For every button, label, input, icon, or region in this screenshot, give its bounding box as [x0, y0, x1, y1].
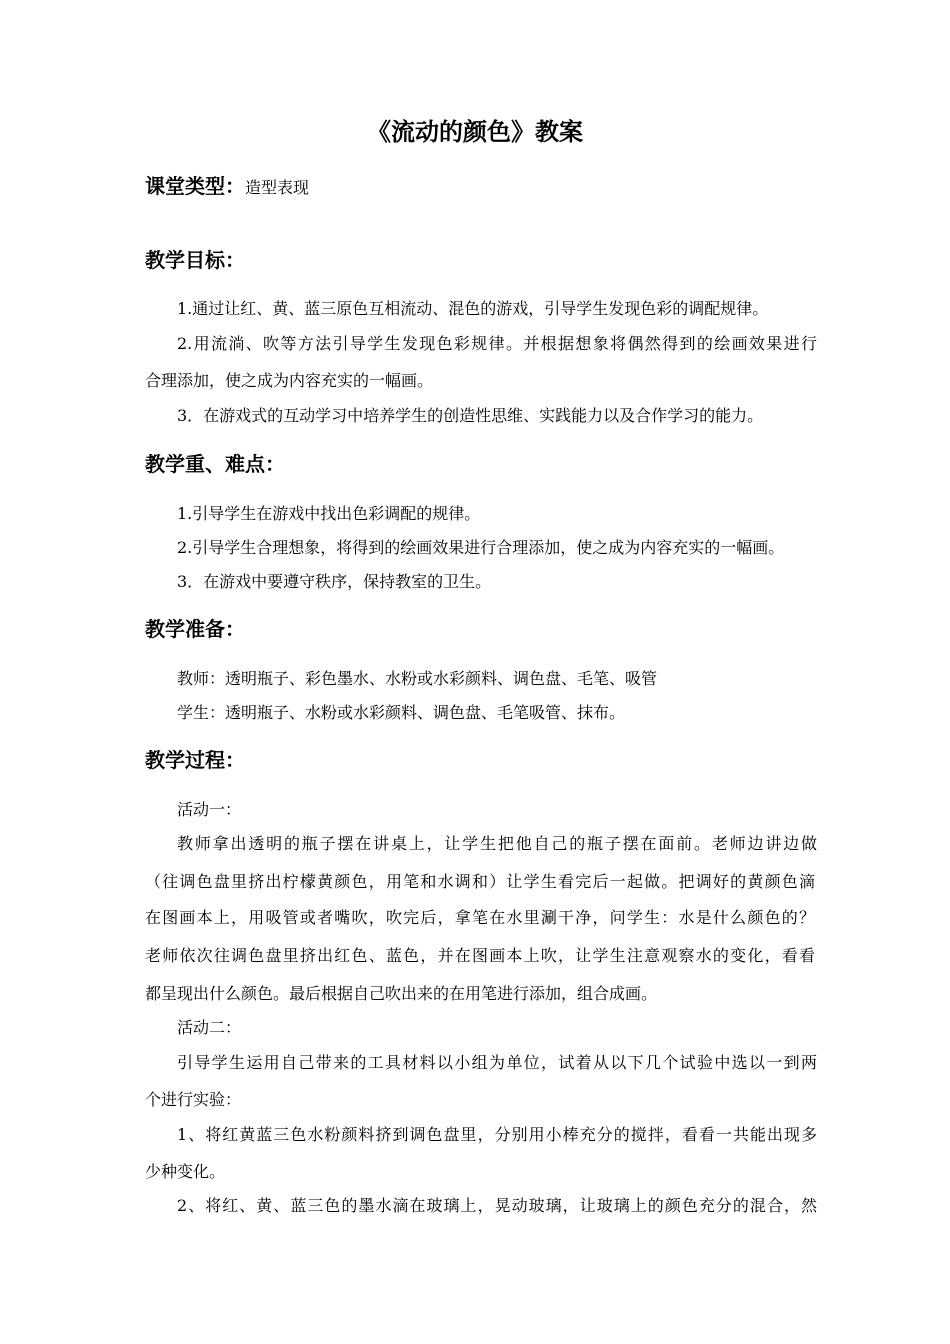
- key-point-item-1: 1.引导学生在游戏中找出色彩调配的规律。: [177, 504, 481, 523]
- key-point-item-2: 2.引导学生合理想象，将得到的绘画效果进行合理添加，使之成为内容充实的一幅画。: [177, 538, 785, 557]
- key-point-item-3: 3．在游戏中要遵守秩序，保持教室的卫生。: [177, 572, 492, 591]
- activity2-line: 1、将红黄蓝三色水粉颜料挤到调色盘里，分别用小棒充分的搅拌，看看一共能出现多: [177, 1125, 817, 1144]
- objective-item-2: 2.用流淌、吹等方法引导学生发现色彩规律。并根据想象将偶然得到的绘画效果进行: [177, 334, 817, 353]
- key-points-heading: 教学重、难点：: [145, 452, 285, 476]
- process-heading: 教学过程：: [145, 748, 245, 772]
- activity1-label: 活动一：: [177, 800, 242, 819]
- activity1-line: 都呈现出什么颜色。最后根据自己吹出来的在用笔进行添加，组合成画。: [145, 984, 658, 1003]
- preparation-teacher: 教师：透明瓶子、彩色墨水、水粉或水彩颜料、调色盘、毛笔、吸管: [177, 669, 658, 688]
- activity2-line: 2、将红、黄、蓝三色的墨水滴在玻璃上，晃动玻璃，让玻璃上的颜色充分的混合，然: [177, 1196, 817, 1215]
- activity1-line: （往调色盘里挤出柠檬黄颜色，用笔和水调和）让学生看完后一起做。把调好的黄颜色滴: [145, 872, 815, 891]
- activity2-line: 引导学生运用自己带来的工具材料以小组为单位，试着从以下几个试验中选以一到两: [177, 1053, 817, 1072]
- objective-item-3: 3．在游戏式的互动学习中培养学生的创造性思维、实践能力以及合作学习的能力。: [177, 406, 764, 425]
- objectives-heading: 教学目标：: [145, 248, 245, 272]
- activity1-line: 老师依次往调色盘里挤出红色、蓝色，并在图画本上吹，让学生注意观察水的变化，看看: [145, 946, 815, 965]
- activity1-line: 教师拿出透明的瓶子摆在讲桌上，让学生把他自己的瓶子摆在面前。老师边讲边做: [177, 834, 817, 853]
- activity2-label: 活动二：: [177, 1018, 242, 1037]
- activity2-line: 少种变化。: [145, 1162, 226, 1181]
- class-type-value: 造型表现: [245, 178, 310, 197]
- preparation-student: 学生：透明瓶子、水粉或水彩颜料、调色盘、毛笔吸管、抹布。: [177, 703, 626, 722]
- activity1-line: 在图画本上，用吸管或者嘴吹，吹完后，拿笔在水里涮干净，问学生：水是什么颜色的？: [145, 908, 815, 927]
- class-type-row: [145, 172, 815, 202]
- objective-item-1: 1.通过让红、黄、蓝三原色互相流动、混色的游戏，引导学生发现色彩的调配规律。: [177, 299, 769, 318]
- class-type-label: 课堂类型：: [145, 174, 245, 198]
- activity2-line: 个进行实验：: [145, 1090, 242, 1109]
- objective-item-2-cont: 合理添加，使之成为内容充实的一幅画。: [145, 371, 434, 390]
- document-title: 《流动的颜色》教案: [367, 117, 583, 146]
- preparation-heading: 教学准备：: [145, 617, 245, 641]
